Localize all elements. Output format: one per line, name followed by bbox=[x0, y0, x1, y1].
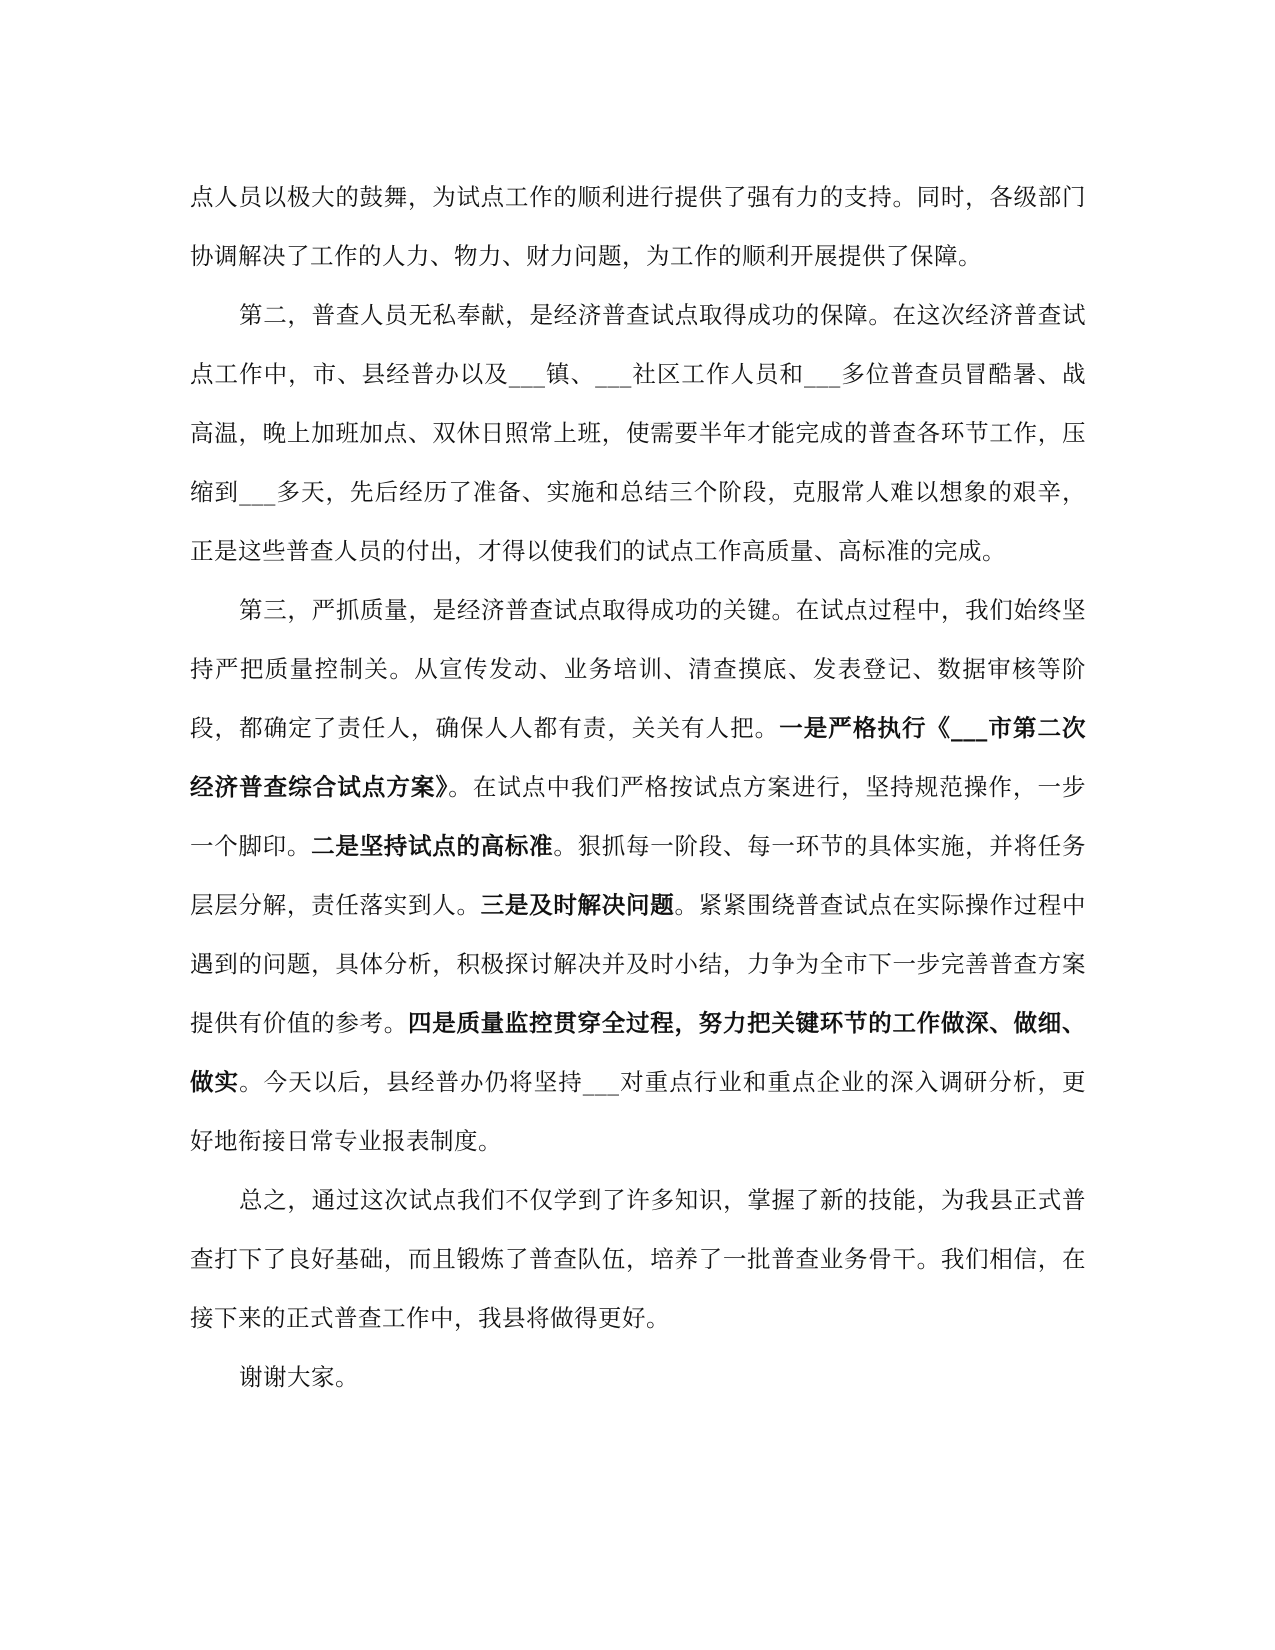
paragraph-3-text-5: 。今天以后，县经普办仍将坚持___对重点行业和重点企业的深入调研分析，更好地衔接日常专业报表制度。 bbox=[190, 1068, 1087, 1155]
paragraph-3-bold-point-1: 一是严格执行《___市第二次经济普查综合试点方案》 bbox=[190, 714, 1087, 801]
paragraph-3-text-4: 。紧紧围绕普查试点在实际操作过程中遇到的问题，具体分析，积极探讨解决并及时小结，力争为全市下一步完善普查方案提供有价值的参考。 bbox=[190, 891, 1087, 1037]
paragraph-3-bold-point-2: 二是坚持试点的高标准 bbox=[311, 832, 554, 860]
paragraph-5-text: 谢谢大家。 bbox=[239, 1363, 359, 1391]
paragraph-4 bbox=[190, 1171, 1086, 1348]
paragraph-2 bbox=[190, 286, 1086, 581]
paragraph-1 bbox=[190, 168, 1086, 286]
paragraph-3-text-3: 。狠抓每一阶段、每一环节的具体实施，并将任务层层分解，责任落实到人。 bbox=[190, 832, 1087, 919]
paragraph-5 bbox=[190, 1348, 1086, 1407]
paragraph-1-text: 点人员以极大的鼓舞，为试点工作的顺利进行提供了强有力的支持。同时，各级部门协调解决了工作的人力、物力、财力问题，为工作的顺利开展提供了保障。 bbox=[190, 183, 1086, 270]
paragraph-3-text-2: 。在试点中我们严格按试点方案进行，坚持规范操作，一步一个脚印。 bbox=[190, 773, 1087, 860]
document-body bbox=[190, 168, 1086, 1407]
paragraph-3-bold-point-4: 四是质量监控贯穿全过程，努力把关键环节的工作做深、做细、做实 bbox=[190, 1009, 1086, 1096]
paragraph-2-text: 第二，普查人员无私奉献，是经济普查试点取得成功的保障。在这次经济普查试点工作中，市、县经普办以及___镇、___社区工作人员和___多位普查员冒酷暑、战高温，晚上加班加点、双休日照常上班，使需要半年才能完成的普查各环节工作，压缩到___多天，先后经历了准备、实施和总结三个阶段，克服常人难以想象的艰辛，正是这些普查人员的付出，才得以使我们的试点工作高质量、高标准的完成。 bbox=[190, 301, 1086, 565]
paragraph-3 bbox=[190, 581, 1086, 1171]
paragraph-3-bold-point-3: 三是及时解决问题 bbox=[480, 891, 675, 919]
paragraph-4-text: 总之，通过这次试点我们不仅学到了许多知识，掌握了新的技能，为我县正式普查打下了良好基础，而且锻炼了普查队伍，培养了一批普查业务骨干。我们相信，在接下来的正式普查工作中，我县将做得更好。 bbox=[190, 1186, 1086, 1332]
paragraph-3-text-1: 第三，严抓质量，是经济普查试点取得成功的关键。在试点过程中，我们始终坚持严把质量控制关。从宣传发动、业务培训、清查摸底、发表登记、数据审核等阶段，都确定了责任人，确保人人都有责，关关有人把。 bbox=[190, 596, 1086, 742]
